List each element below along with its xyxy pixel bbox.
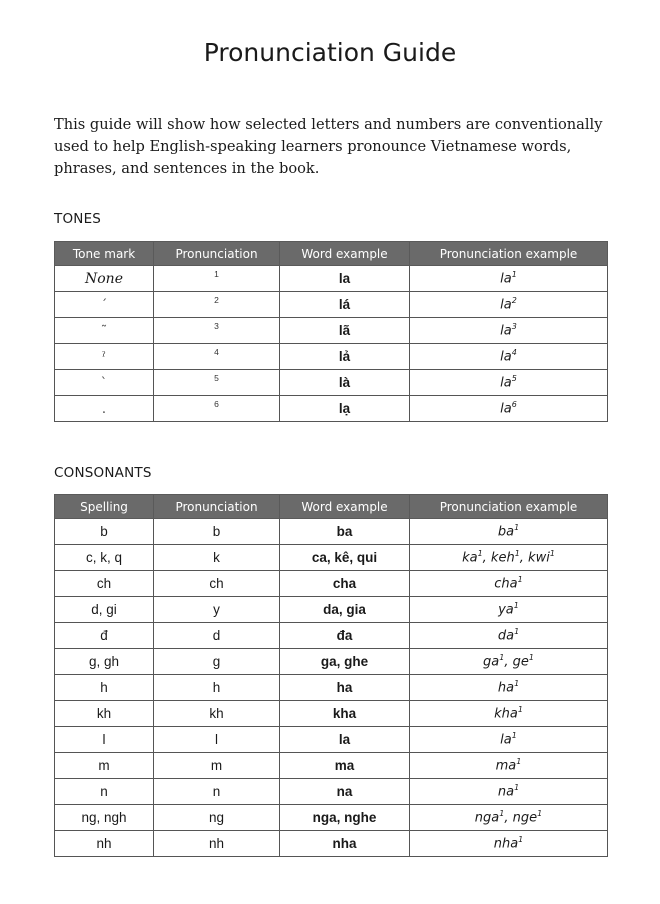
example-tone-number: 1 [511,731,517,741]
spelling-cell [55,571,154,597]
example-base: la [500,297,512,313]
spelling: ch [96,576,112,591]
word-example: nha [332,836,357,851]
consonants-body [55,519,608,857]
word-example-cell [280,805,410,831]
example-base: ma [495,758,517,774]
example-tone-number: 5 [511,374,517,384]
example-base: na [497,784,515,800]
word-example: kha [332,706,357,721]
word-example-cell [280,675,410,701]
example-base: nge [512,810,538,826]
column-header-pronunciation: Pronunciation [154,242,280,266]
pronunciation-example-cell [410,805,608,831]
spelling-cell [55,701,154,727]
pronunciation-example-cell [410,344,608,370]
table-row [55,623,608,649]
word-example-cell [280,370,410,396]
pronunciation-example-cell [410,318,608,344]
example-base: ha [497,680,515,696]
word-example-cell [280,701,410,727]
pronunciation: ch [209,576,224,591]
example-tone-number: 1 [518,835,524,845]
word-example-cell [280,344,410,370]
spelling-cell [55,623,154,649]
pronunciation: n [212,784,221,799]
tone-mark-glyph: ˀ [102,349,106,365]
table-row [55,727,608,753]
example-tone-number: 1 [517,705,523,715]
example-base: ba [497,524,515,540]
word-example: ha [336,680,353,695]
word-example-cell [280,571,410,597]
spelling-cell [55,753,154,779]
word-example-cell [280,597,410,623]
example-tone-number: 1 [499,653,505,663]
column-header-word-example: Word example [280,495,410,519]
tone-mark-none: None [85,270,123,287]
example-tone-number: 1 [499,809,505,819]
example-tone-number: 1 [528,653,534,663]
example-tone-number: 1 [537,809,543,819]
example-base: nga [474,810,500,826]
tone-number: 3 [214,321,219,331]
tone-mark-glyph: ´ [100,297,108,313]
table-row [55,266,608,292]
pronunciation-example-cell [410,831,608,857]
spelling-cell [55,649,154,675]
example-tone-number: 1 [477,549,483,559]
word-example-cell [280,623,410,649]
pronunciation-cell [154,597,280,623]
pronunciation: kh [209,706,224,721]
pronunciation-cell [154,701,280,727]
pronunciation-cell [154,545,280,571]
spelling: kh [96,706,112,721]
pronunciation-example-cell [410,675,608,701]
pronunciation-example-cell [410,727,608,753]
word-example-cell [280,545,410,571]
pronunciation: k [213,550,220,565]
word-example: ca, kê, qui [311,550,378,565]
pronunciation-example-cell [410,649,608,675]
table-row [55,675,608,701]
tone-mark-cell [55,292,154,318]
column-header-pronunciation-example: Pronunciation example [410,242,608,266]
pronunciation-example-cell [410,597,608,623]
example-base: ge [512,654,529,670]
example-tone-number: 1 [513,601,519,611]
word-example: lã [338,323,351,338]
table-row [55,519,608,545]
pronunciation: h [212,680,221,695]
separator: , [504,654,513,670]
pronunciation-cell [154,623,280,649]
example-tone-number: 1 [514,679,520,689]
tone-number: 1 [214,269,219,279]
word-example: đa [336,628,353,643]
example-tone-number: 1 [511,270,517,280]
spelling: g, gh [88,654,120,669]
word-example: ga, ghe [320,654,369,669]
spelling-cell [55,675,154,701]
column-header-word-example: Word example [280,242,410,266]
pronunciation-number-cell [154,318,280,344]
pronunciation: ng [208,810,225,825]
pronunciation-example-cell [410,519,608,545]
example-tone-number: 1 [514,549,520,559]
pronunciation: d [212,628,221,643]
word-example-cell [280,779,410,805]
word-example-cell [280,292,410,318]
tone-mark-cell [55,318,154,344]
example-base: da [497,628,515,644]
pronunciation-cell [154,805,280,831]
example-base: la [500,375,512,391]
word-example: ba [336,524,353,539]
word-example: na [336,784,353,799]
table-row [55,779,608,805]
page-title: Pronunciation Guide [203,38,457,67]
spelling-cell [55,519,154,545]
pronunciation-number-cell [154,396,280,422]
example-base: la [500,323,512,339]
example-tone-number: 1 [516,757,522,767]
pronunciation-number-cell [154,292,280,318]
spelling: b [100,524,108,539]
separator: , [482,550,491,566]
pronunciation-number-cell [154,370,280,396]
word-example: la [338,271,351,286]
tone-mark-cell [55,396,154,422]
word-example-cell [280,831,410,857]
word-example-cell [280,649,410,675]
word-example-cell [280,396,410,422]
column-header-pronunciation-example: Pronunciation example [410,495,608,519]
example-tone-number: 1 [514,627,520,637]
consonants-table [54,494,608,857]
consonants-heading: CONSONANTS [54,465,152,481]
example-base: kha [494,706,518,722]
pronunciation-cell [154,779,280,805]
tone-mark-glyph: ˜ [100,323,108,339]
tone-mark-cell [55,344,154,370]
example-base: la [500,401,512,417]
example-base: ya [498,602,514,618]
pronunciation-example-cell [410,545,608,571]
pronunciation: y [213,602,220,617]
example-tone-number: 1 [549,549,555,559]
tone-number: 2 [214,295,219,305]
table-row [55,649,608,675]
consonants-header-row [55,495,608,519]
table-row [55,292,608,318]
example-base: la [500,271,512,287]
table-row [55,396,608,422]
pronunciation: l [215,732,218,747]
table-row [55,831,608,857]
pronunciation-cell [154,753,280,779]
spelling: l [102,732,106,747]
example-base: la [500,732,512,748]
example-base: nha [493,836,519,852]
example-base: la [500,349,512,365]
example-base: keh [490,550,515,566]
spelling-cell [55,805,154,831]
word-example: lả [338,349,351,364]
spelling-cell [55,831,154,857]
pronunciation: m [210,758,223,773]
example-base: ga [483,654,500,670]
tone-number: 6 [214,399,219,409]
table-row [55,701,608,727]
pronunciation-example-cell [410,266,608,292]
spelling: h [100,680,108,695]
column-header-spelling: Spelling [55,495,154,519]
example-tone-number: 2 [511,296,517,306]
tone-mark-cell [55,266,154,292]
word-example-cell [280,519,410,545]
pronunciation-example-cell [410,370,608,396]
table-row [55,571,608,597]
word-example: nga, nghe [312,810,377,825]
table-row [55,545,608,571]
tones-heading: TONES [54,211,102,227]
word-example: ma [334,758,355,773]
pronunciation-cell [154,727,280,753]
pronunciation-example-cell [410,396,608,422]
word-example: lạ [338,401,351,416]
word-example-cell [280,266,410,292]
spelling: d, gi [91,602,117,617]
spelling: đ [100,628,108,643]
tone-number: 5 [214,373,219,383]
tones-table [54,241,608,422]
spelling-cell [55,545,154,571]
pronunciation: b [212,524,221,539]
spelling: n [100,784,108,799]
pronunciation-example-cell [410,753,608,779]
example-base: kwi [528,550,550,566]
tone-mark-glyph: ` [100,375,108,391]
tone-mark-glyph: . [101,401,107,417]
pronunciation-cell [154,675,280,701]
table-row [55,370,608,396]
table-row [55,318,608,344]
pronunciation-example-cell [410,701,608,727]
word-example: cha [332,576,357,591]
spelling: ng, ngh [81,810,127,825]
tone-number: 4 [214,347,219,357]
word-example-cell [280,727,410,753]
pronunciation: nh [208,836,225,851]
separator: , [504,810,513,826]
table-row [55,597,608,623]
pronunciation-example-cell [410,292,608,318]
example-tone-number: 1 [517,575,523,585]
intro-paragraph: This guide will show how selected letters and numbers are conventionally used to help English-speaking learners pronounce Vietnamese words, phrases, and sentences in the book. [54,116,603,177]
example-tone-number: 1 [514,783,520,793]
spelling-cell [55,597,154,623]
separator: , [519,550,529,566]
example-tone-number: 6 [511,400,517,410]
table-row [55,753,608,779]
pronunciation-cell [154,519,280,545]
column-header-pronunciation: Pronunciation [154,495,280,519]
spelling: nh [96,836,112,851]
pronunciation-example-cell [410,623,608,649]
pronunciation-example-cell [410,571,608,597]
spelling: m [98,758,110,773]
example-tone-number: 4 [511,348,517,358]
word-example: lá [338,297,351,312]
example-tone-number: 3 [511,322,517,332]
tone-mark-cell [55,370,154,396]
tones-header-row [55,242,608,266]
spelling-cell [55,727,154,753]
spelling: c, k, q [85,550,122,565]
example-tone-number: 1 [514,523,520,533]
pronunciation-example-cell [410,779,608,805]
table-row [55,344,608,370]
word-example: da, gia [323,602,366,617]
pronunciation-number-cell [154,344,280,370]
example-base: cha [494,576,518,592]
pronunciation-number-cell [154,266,280,292]
word-example-cell [280,753,410,779]
table-row [55,805,608,831]
pronunciation: g [212,654,221,669]
spelling-cell [55,779,154,805]
word-example: là [338,375,351,390]
word-example-cell [280,318,410,344]
pronunciation-cell [154,649,280,675]
example-base: ka [462,550,478,566]
tones-body [55,266,608,422]
pronunciation-cell [154,831,280,857]
word-example: la [338,732,351,747]
pronunciation-cell [154,571,280,597]
column-header-tone-mark: Tone mark [55,242,154,266]
